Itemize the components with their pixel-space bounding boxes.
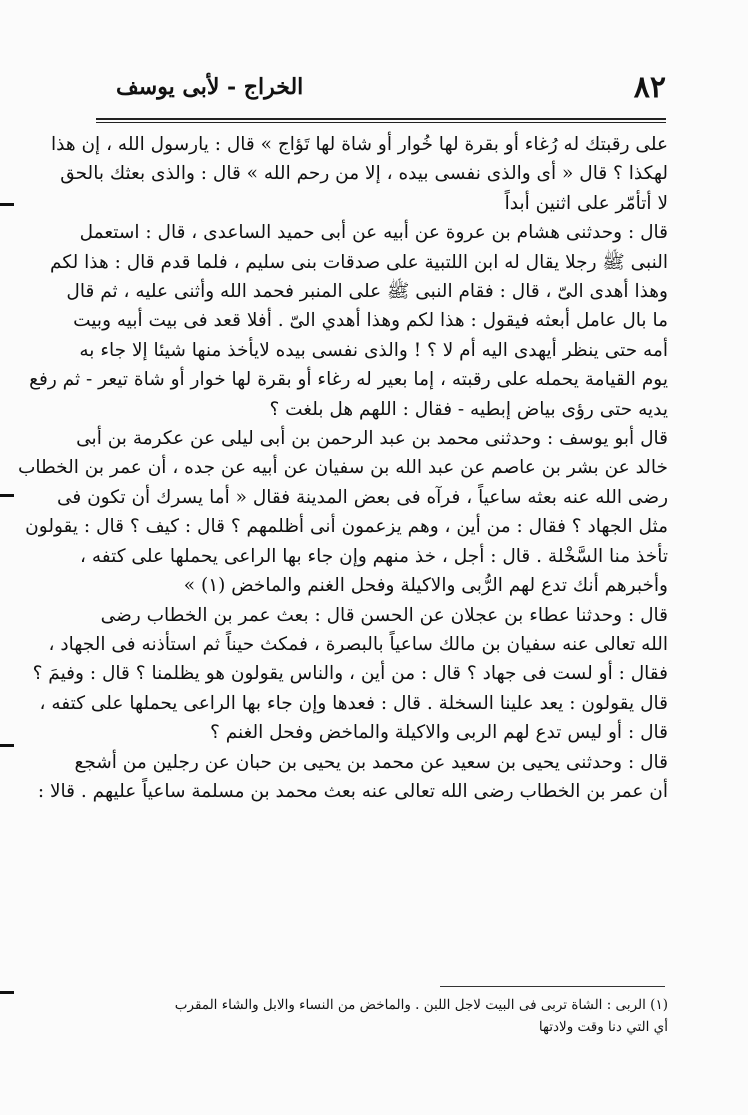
running-title: الخراج - لأبى يوسف (116, 74, 304, 100)
footnote-line: أي التي دنا وقت ولادتها (538, 1019, 668, 1035)
page-number: ٨٢ (633, 70, 666, 105)
margin-mark (0, 991, 14, 994)
text-line: لا أتأمّر على اثنين أبداً (504, 192, 668, 214)
text-line: يديه حتى رؤى بياض إبطيه - فقال : اللهم هل بلغت ؟ (269, 398, 668, 420)
main-text (17, 130, 668, 806)
text-line: قال أبو يوسف : وحدثنى محمد بن عبد الرحمن بن أبى ليلى عن عكرمة بن أبى (76, 428, 668, 450)
text-line: قال : وحدثنى يحيى بن سعيد عن محمد بن يحيى بن حبان عن رجلين من أشجع (74, 751, 668, 773)
header-rule-thin (96, 122, 666, 123)
footnote-line: (١) الربى : الشاة تربى فى البيت لاجل اللبن . والماخض من النساء والابل والشاء المقرب (174, 997, 668, 1013)
text-line: النبى ﷺ رجلا يقال له ابن اللتبية على صدقات بنى سليم ، فلما قدم قال : هذا لكم (50, 251, 668, 273)
text-line: قال يقولون : يعد علينا السخلة . قال : فعدها وإن جاء بها الراعى يحملها على كتفه ، (39, 692, 668, 714)
text-line: خالد عن بشر بن عاصم عن عبد الله بن سفيان عن أبيه عن جده ، أن عمر بن الخطاب (17, 457, 668, 479)
text-line: ما بال عامل أبعثه فيقول : هذا لكم وهذا أهدي الىّ . أفلا قعد فى بيت أبيه وبيت (73, 310, 668, 332)
footnote-rule (440, 986, 665, 987)
text-line: فقال : أو لست فى جهاد ؟ قال : من أين ، والناس يقولون هو يظلمنا ؟ قال : وفيمَ ؟ (32, 663, 668, 685)
margin-mark (0, 744, 14, 747)
text-line: يوم القيامة يحمله على رقبته ، إما بعير له رغاء أو بقرة لها خوار أو شاة تيعر - ثم رفع (29, 369, 668, 391)
text-line: أمه حتى ينظر أيهدى اليه أم لا ؟ ! والذى نفسى بيده لايأخذ منها شيئا إلا جاء به (79, 339, 668, 361)
text-line: على رقبتك له رُغاء أو بقرة لها خُوار أو شاة لها تَؤاج » قال : يارسول الله ، إن هذا (50, 134, 668, 155)
page-header (96, 62, 666, 118)
text-line: رضى الله عنه بعثه ساعياً ، فرآه فى بعض المدينة فقال « أما يسرك أن تكون فى (56, 486, 668, 508)
text-line: وأخبرهم أنك تدع لهم الرُّبى والاكيلة وفحل الغنم والماخض (١) » (183, 575, 668, 597)
footnotes (88, 994, 668, 1038)
text-line: مثل الجهاد ؟ فقال : من أين ، وهم يزعمون أنى أظلمهم ؟ قال : كيف ؟ قال : يقولون (25, 516, 668, 538)
text-line: لهكذا ؟ قال « أى والذى نفسى بيده ، إلا من رحم الله » قال : والذى بعثك بالحق (60, 163, 668, 185)
text-line: قال : وحدثنى هشام بن عروة عن أبيه عن أبى حميد الساعدى ، قال : استعمل (79, 222, 668, 244)
text-line: قال : وحدثنا عطاء بن عجلان عن الحسن قال : بعث عمر بن الخطاب رضى (100, 604, 668, 626)
header-rule (96, 118, 666, 120)
margin-mark (0, 203, 14, 206)
text-line: تأخذ منا السَّخْلة . قال : أجل ، خذ منهم وإن جاء بها الراعى يحملها على كتفه ، (80, 545, 668, 567)
margin-mark (0, 494, 14, 497)
text-line: قال : أو ليس تدع لهم الربى والاكيلة والماخض وفحل الغنم ؟ (210, 722, 668, 744)
text-line: أن عمر بن الخطاب رضى الله تعالى عنه بعث محمد بن مسلمة ساعياً عليهم . قالا : (37, 780, 668, 802)
text-line: وهذا أهدى الىّ ، قال : فقام النبى ﷺ على المنبر فحمد الله وأثنى عليه ، ثم قال (66, 281, 668, 303)
text-line: الله تعالى عنه سفيان بن مالك ساعياً بالبصرة ، فمكث حيناً ثم استأذنه فى الجهاد ، (48, 633, 668, 655)
